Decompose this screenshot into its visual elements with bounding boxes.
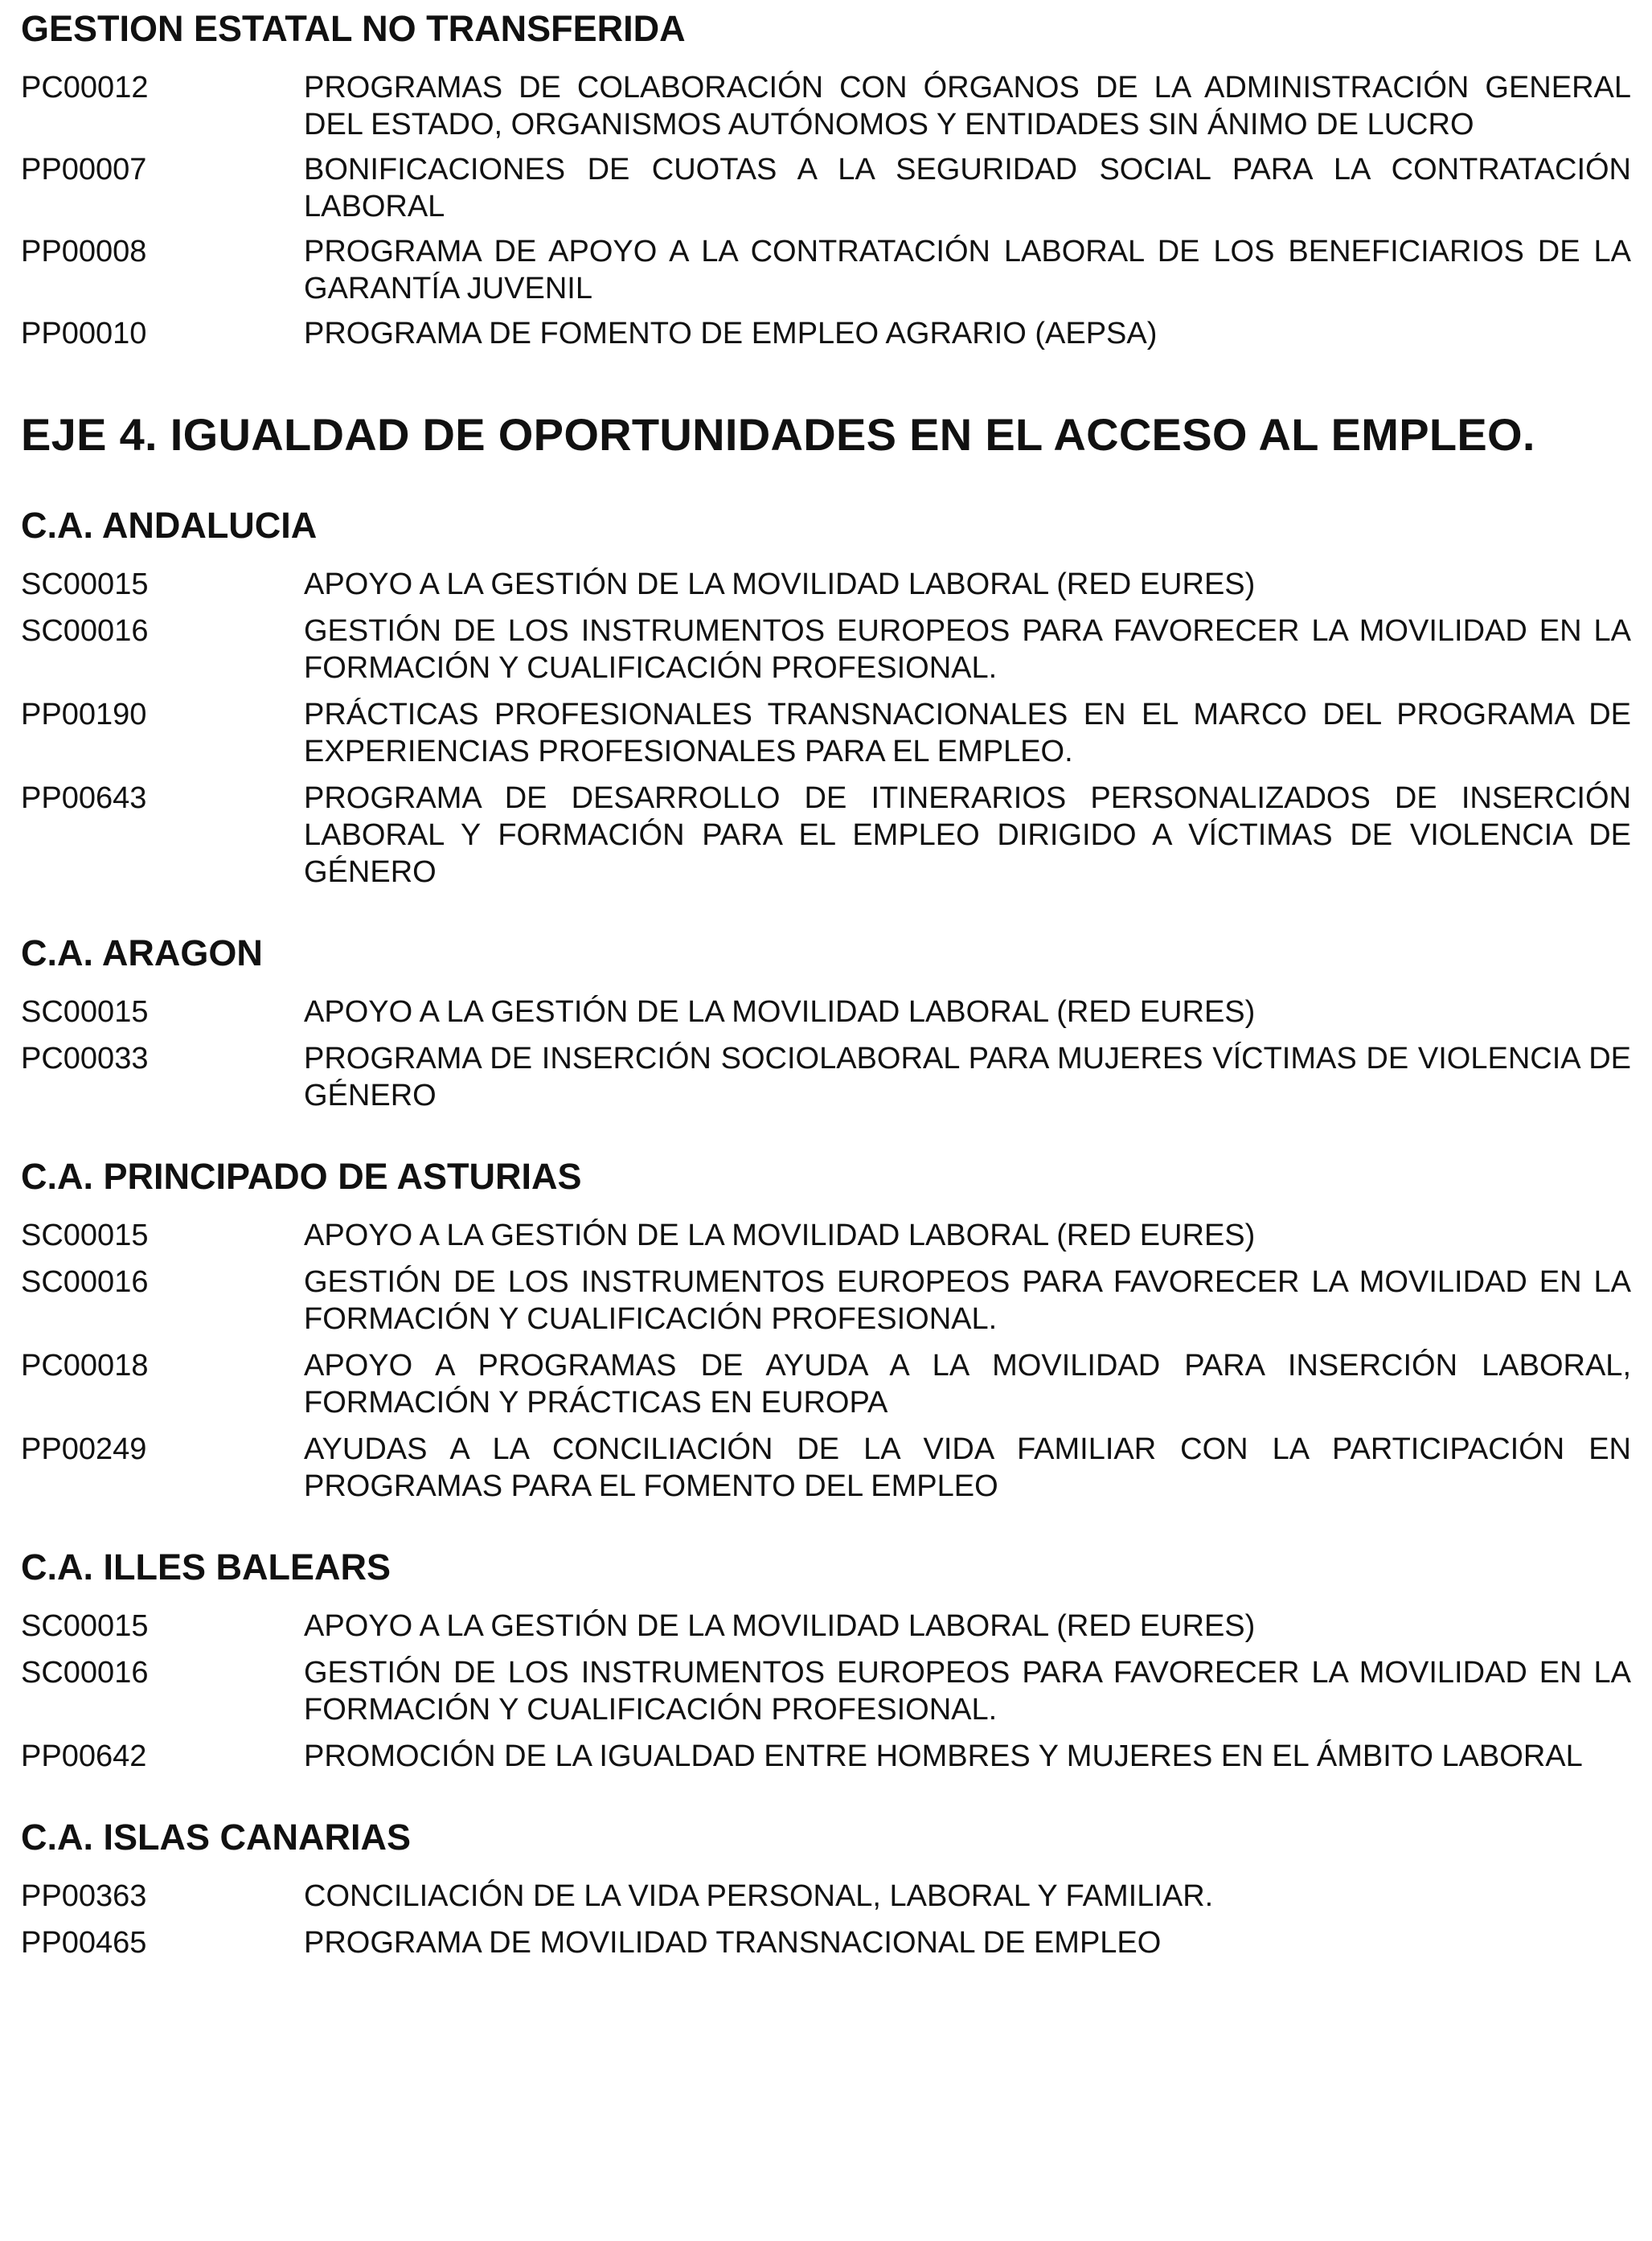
list-item <box>21 1878 1631 1915</box>
program-description: PROMOCIÓN DE LA IGUALDAD ENTRE HOMBRES Y MUJERES EN EL ÁMBITO LABORAL <box>304 1739 1583 1773</box>
program-description: PROGRAMA DE DESARROLLO DE ITINERARIOS PERSONALIZADOS DE INSERCIÓN LABORAL Y FORMACIÓN PARA EL EMPLEO DIRIGIDO A VÍCTIMAS DE VIOLENCIA DE GÉNERO <box>304 781 1631 889</box>
program-code: PP00465 <box>21 1926 147 1960</box>
program-code: PC00033 <box>21 1042 149 1075</box>
list-item <box>21 1431 1631 1505</box>
program-description: PROGRAMA DE APOYO A LA CONTRATACIÓN LABORAL DE LOS BENEFICIARIOS DE LA GARANTÍA JUVENIL <box>304 235 1631 305</box>
program-code: PP00642 <box>21 1739 147 1773</box>
program-code: SC00016 <box>21 1656 149 1690</box>
list-item <box>21 1040 1631 1114</box>
program-code: SC00015 <box>21 1219 149 1252</box>
region-illes-balears <box>21 1545 1631 1775</box>
program-description: AYUDAS A LA CONCILIACIÓN DE LA VIDA FAMILIAR CON LA PARTICIPACIÓN EN PROGRAMAS PARA EL FOMENTO DEL EMPLEO <box>304 1432 1631 1503</box>
region-aragon <box>21 931 1631 1114</box>
program-code: SC00016 <box>21 614 149 648</box>
program-code: PP00008 <box>21 235 147 268</box>
program-description: APOYO A LA GESTIÓN DE LA MOVILIDAD LABORAL (RED EURES) <box>304 1219 1256 1252</box>
region-islas-canarias <box>21 1815 1631 1961</box>
program-description: PRÁCTICAS PROFESIONALES TRANSNACIONALES EN EL MARCO DEL PROGRAMA DE EXPERIENCIAS PROFESIONALES PARA EL EMPLEO. <box>304 698 1631 768</box>
list-item <box>21 233 1631 307</box>
program-code: PC00018 <box>21 1349 149 1383</box>
program-description: GESTIÓN DE LOS INSTRUMENTOS EUROPEOS PARA FAVORECER LA MOVILIDAD EN LA FORMACIÓN Y CUALIFICACIÓN PROFESIONAL. <box>304 1656 1631 1727</box>
program-description: PROGRAMA DE FOMENTO DE EMPLEO AGRARIO (AEPSA) <box>304 317 1158 350</box>
region-title: C.A. ARAGON <box>21 932 263 973</box>
program-code: SC00015 <box>21 995 149 1029</box>
program-code: SC00015 <box>21 567 149 601</box>
program-code: PC00012 <box>21 71 149 104</box>
list-item <box>21 1264 1631 1338</box>
program-description: PROGRAMA DE MOVILIDAD TRANSNACIONAL DE EMPLEO <box>304 1926 1162 1960</box>
program-code: PP00010 <box>21 317 147 350</box>
list-item <box>21 151 1631 225</box>
program-description: CONCILIACIÓN DE LA VIDA PERSONAL, LABORAL Y FAMILIAR. <box>304 1879 1214 1913</box>
entry-list <box>21 1217 1631 1505</box>
list-item <box>21 566 1631 603</box>
region-title: C.A. ILLES BALEARS <box>21 1547 391 1588</box>
program-description: GESTIÓN DE LOS INSTRUMENTOS EUROPEOS PARA FAVORECER LA MOVILIDAD EN LA FORMACIÓN Y CUALIFICACIÓN PROFESIONAL. <box>304 1265 1631 1336</box>
entry-list <box>21 1878 1631 1961</box>
region-title: C.A. PRINCIPADO DE ASTURIAS <box>21 1156 582 1197</box>
program-description: PROGRAMAS DE COLABORACIÓN CON ÓRGANOS DE LA ADMINISTRACIÓN GENERAL DEL ESTADO, ORGANISMOS AUTÓNOMOS Y ENTIDADES SIN ÁNIMO DE LUCRO <box>304 71 1631 141</box>
program-code: PP00249 <box>21 1432 147 1466</box>
list-item <box>21 315 1631 352</box>
program-description: APOYO A LA GESTIÓN DE LA MOVILIDAD LABORAL (RED EURES) <box>304 995 1256 1029</box>
program-code: SC00015 <box>21 1609 149 1643</box>
program-code: PP00190 <box>21 698 147 731</box>
entry-list <box>21 69 1631 352</box>
section-title: GESTION ESTATAL NO TRANSFERIDA <box>21 8 686 49</box>
list-item <box>21 612 1631 686</box>
list-item <box>21 1347 1631 1421</box>
entry-list <box>21 1608 1631 1775</box>
program-description: APOYO A LA GESTIÓN DE LA MOVILIDAD LABORAL (RED EURES) <box>304 567 1256 601</box>
program-description: BONIFICACIONES DE CUOTAS A LA SEGURIDAD SOCIAL PARA LA CONTRATACIÓN LABORAL <box>304 153 1631 223</box>
program-description: APOYO A PROGRAMAS DE AYUDA A LA MOVILIDAD PARA INSERCIÓN LABORAL, FORMACIÓN Y PRÁCTICAS EN EUROPA <box>304 1349 1631 1420</box>
region-title: C.A. ANDALUCIA <box>21 505 318 546</box>
program-code: PP00643 <box>21 781 147 815</box>
list-item <box>21 1217 1631 1254</box>
entry-list <box>21 993 1631 1114</box>
program-description: PROGRAMA DE INSERCIÓN SOCIOLABORAL PARA MUJERES VÍCTIMAS DE VIOLENCIA DE GÉNERO <box>304 1042 1631 1112</box>
program-code: PP00007 <box>21 153 147 186</box>
eje-title: EJE 4. IGUALDAD DE OPORTUNIDADES EN EL ACCESO AL EMPLEO. <box>21 409 1535 460</box>
list-item <box>21 1654 1631 1728</box>
program-description: GESTIÓN DE LOS INSTRUMENTOS EUROPEOS PARA FAVORECER LA MOVILIDAD EN LA FORMACIÓN Y CUALIFICACIÓN PROFESIONAL. <box>304 614 1631 685</box>
list-item <box>21 780 1631 891</box>
list-item <box>21 993 1631 1030</box>
program-description: APOYO A LA GESTIÓN DE LA MOVILIDAD LABORAL (RED EURES) <box>304 1609 1256 1643</box>
list-item <box>21 1738 1631 1775</box>
list-item <box>21 69 1631 143</box>
list-item <box>21 1924 1631 1961</box>
entry-list <box>21 566 1631 891</box>
program-code: SC00016 <box>21 1265 149 1299</box>
region-asturias <box>21 1154 1631 1505</box>
region-title: C.A. ISLAS CANARIAS <box>21 1817 412 1858</box>
region-andalucia <box>21 503 1631 891</box>
list-item <box>21 696 1631 770</box>
list-item <box>21 1608 1631 1645</box>
section-gestion-estatal <box>21 6 1631 352</box>
program-code: PP00363 <box>21 1879 147 1913</box>
